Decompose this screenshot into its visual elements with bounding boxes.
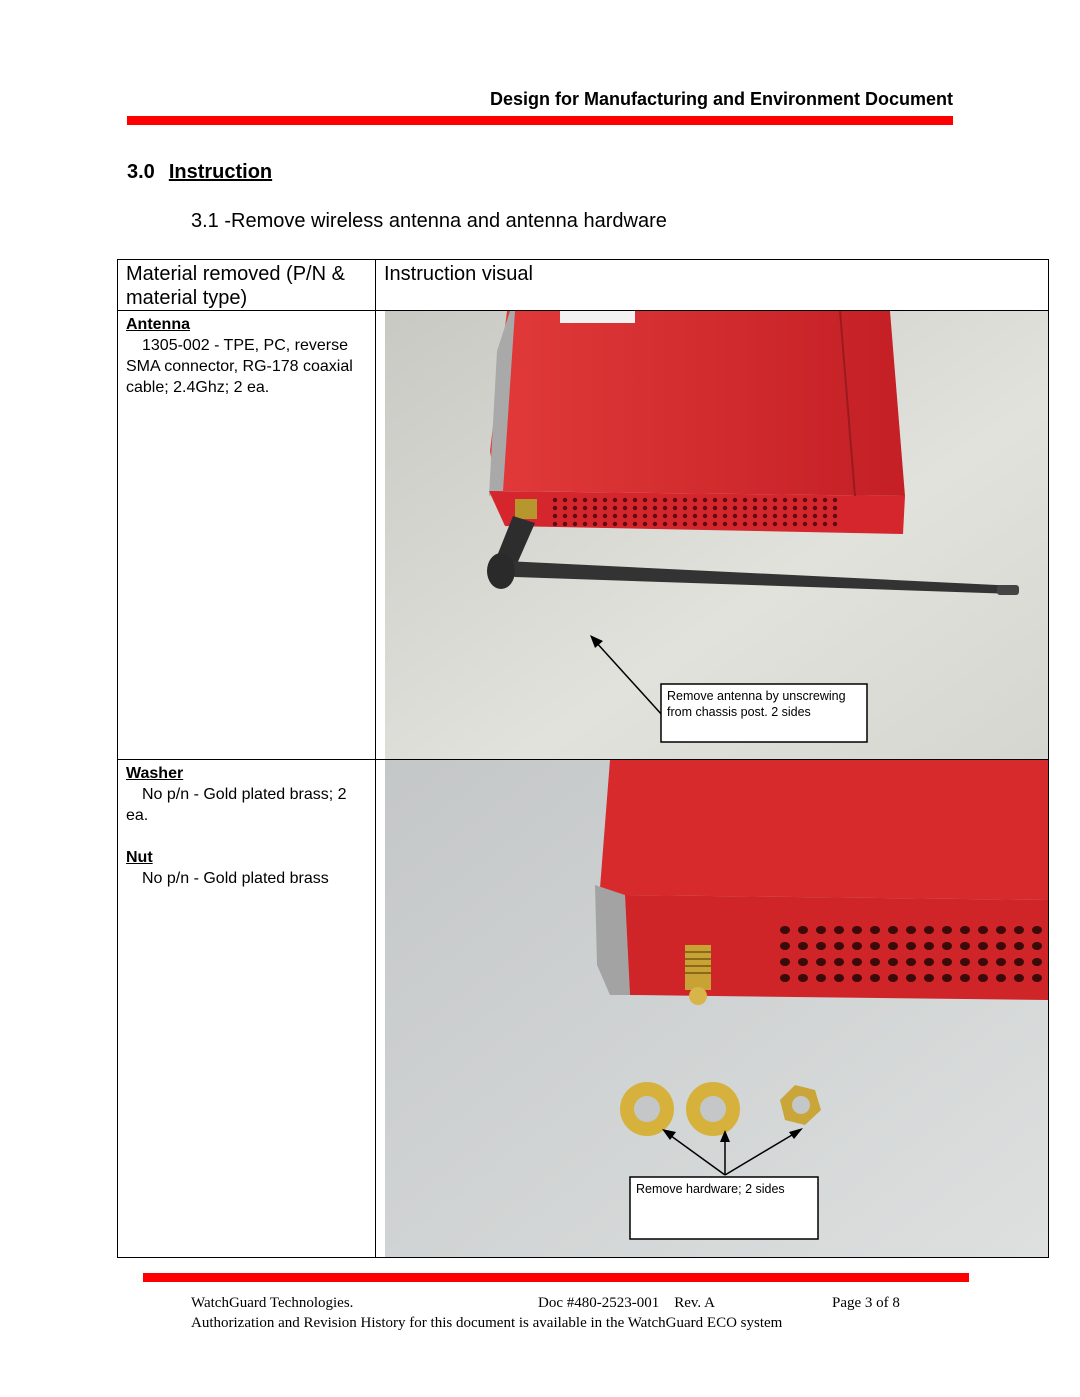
hardware-photo [385, 760, 1048, 1257]
col-header-visual: Instruction visual [376, 260, 1049, 311]
material-desc: No p/n - Gold plated brass; 2 ea. [126, 786, 347, 824]
section-heading [127, 161, 272, 184]
footer-rule [143, 1273, 969, 1282]
table-row [118, 311, 1049, 760]
footer-doc-number: Doc #480-2523-001 Rev. A [538, 1295, 715, 1311]
footer-company: WatchGuard Technologies. [191, 1295, 354, 1311]
material-desc: No p/n - Gold plated brass [142, 870, 329, 887]
visual-cell [376, 760, 1049, 1258]
visual-cell [376, 311, 1049, 760]
table-row [118, 760, 1049, 1258]
material-cell [118, 311, 376, 760]
callout-text: Remove antenna by unscrewing from chassis post. 2 sides [667, 689, 846, 719]
table-header-row [118, 260, 1049, 311]
instruction-table [117, 259, 1049, 1258]
antenna-photo [385, 311, 1048, 759]
material-desc: 1305-002 - TPE, PC, reverse SMA connector, RG-178 coaxial cable; 2.4Ghz; 2 ea. [126, 337, 353, 396]
header-rule [127, 116, 953, 125]
material-name: Nut [126, 849, 153, 866]
section-title: Instruction [168, 161, 273, 183]
callout-text: Remove hardware; 2 sides [636, 1182, 785, 1196]
footer-note: Authorization and Revision History for this document is available in the WatchGuard ECO system [191, 1315, 783, 1331]
col-header-material: Material removed (P/N & material type) [118, 260, 376, 311]
document-title: Design for Manufacturing and Environment Document [489, 89, 953, 109]
section-number: 3.0 [127, 161, 155, 183]
subsection-heading: 3.1 -Remove wireless antenna and antenna hardware [191, 210, 667, 232]
footer-page-number: Page 3 of 8 [832, 1295, 900, 1311]
material-name: Washer [126, 765, 184, 782]
material-cell [118, 760, 376, 1258]
material-name: Antenna [126, 316, 190, 333]
